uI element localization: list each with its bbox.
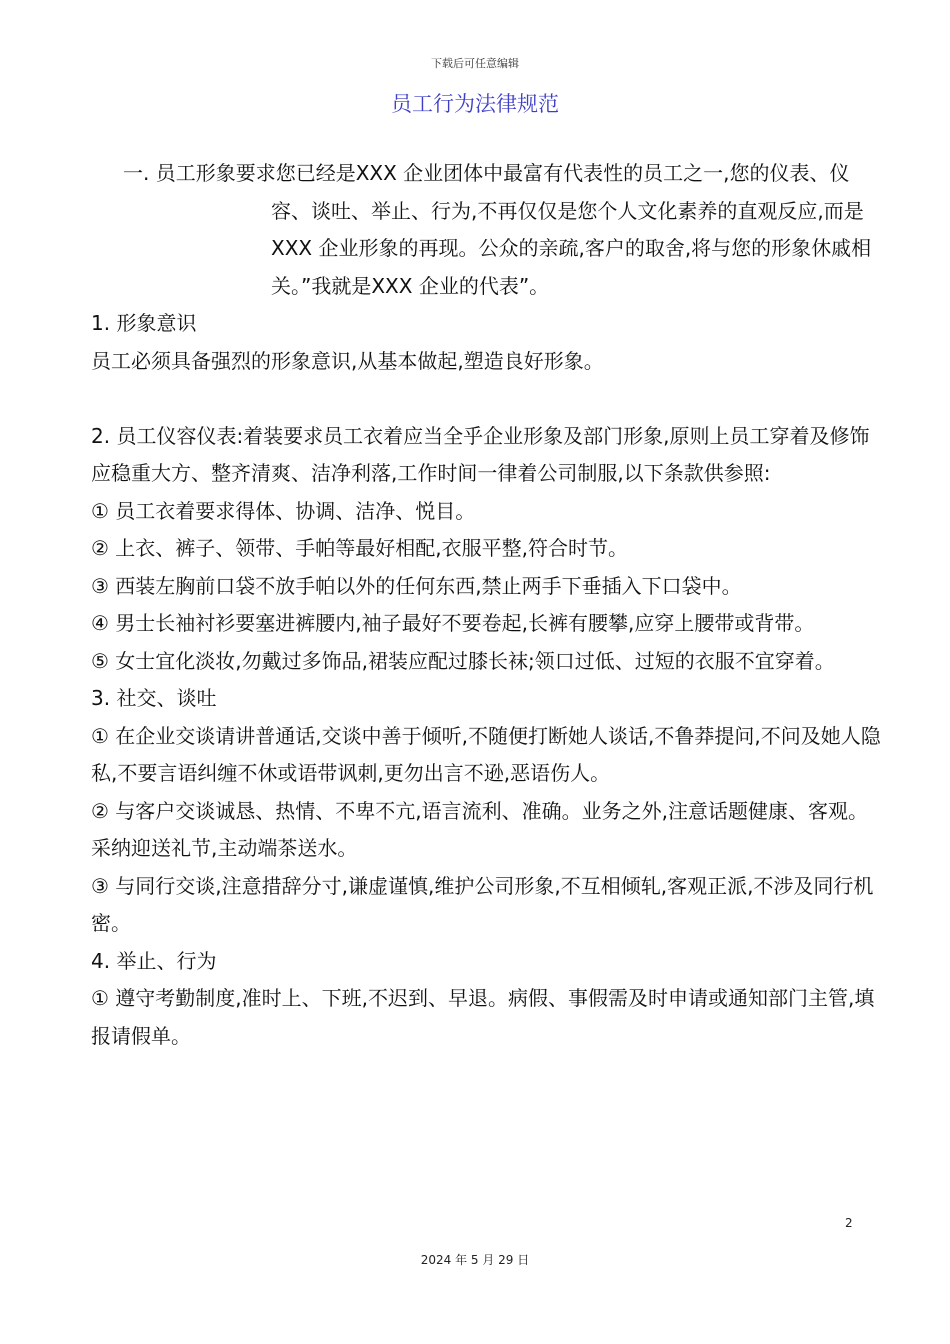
section-2-item-4: ④ 男士长袖衬衫要塞进裤腰内,袖子最好不要卷起,长裤有腰攀,应穿上腰带或背带。	[91, 611, 815, 635]
section-2-item-3: ③ 西装左胸前口袋不放手帕以外的任何东西,禁止两手下垂插入下口袋中。	[91, 573, 742, 598]
section-3-item-1: ① 在企业交谈请讲普通话,交谈中善于倾听,不随便打断她人谈话,不鲁莽提问,不问及她人隐私,不要言语纠缠不休或语带讽刺,更勿出言不逊,恶语伤人。	[91, 723, 881, 785]
section-1-text: 员工必须具备强烈的形象意识,从基本做起,塑造良好形象。	[91, 348, 604, 373]
section-4-item-1: ① 遵守考勤制度,准时上、下班,不迟到、早退。病假、事假需及时申请或通知部门主管,填报请假单。	[91, 986, 875, 1048]
section-1-heading: 1. 形象意识	[91, 311, 197, 335]
header-note: 下载后可任意编辑	[431, 57, 519, 70]
intro-paragraph: 一. 员工形象要求您已经是XXX 企业团体中最富有代表性的员工之一,您的仪表、仪容、谈吐、举止、行为,不再仅仅是您个人文化素养的直观反应,而是XXX 企业形象的再现。公众的亲疏,客户的取舍,将与您的形象休戚相关。”我就是XXX 企业的代表”。	[123, 161, 872, 298]
section-2-item-1: ① 员工衣着要求得体、协调、洁净、悦目。	[91, 498, 476, 523]
footer-date: 2024 年 5 月 29 日	[420, 1253, 530, 1267]
document-body	[91, 155, 881, 1055]
section-3-item-3: ③ 与同行交谈,注意措辞分寸,谦虚谨慎,维护公司形象,不互相倾轧,客观正派,不涉及同行机密。	[91, 873, 874, 935]
section-2-item-2: ② 上衣、裤子、领带、手帕等最好相配,衣服平整,符合时节。	[91, 536, 629, 560]
blank-line	[91, 380, 881, 418]
document-title: 员工行为法律规范	[391, 92, 559, 116]
section-3-item-2: ② 与客户交谈诚恳、热情、不卑不亢,语言流利、准确。业务之外,注意话题健康、客观。采纳迎送礼节,主动端茶送水。	[91, 798, 869, 860]
section-2-item-5: ⑤ 女士宜化淡妆,勿戴过多饰品,裙装应配过膝长袜;领口过低、过短的衣服不宜穿着。	[91, 648, 835, 673]
section-4-heading: 4. 举止、行为	[91, 948, 217, 973]
section-3-heading: 3. 社交、谈吐	[91, 686, 217, 710]
page-number: 2	[845, 1216, 853, 1230]
section-2-paragraph: 2. 员工仪容仪表:着装要求员工衣着应当全乎企业形象及部门形象,原则上员工穿着及修饰应稳重大方、整齐清爽、洁净利落,工作时间一律着公司制服,以下条款供参照:	[91, 423, 870, 485]
